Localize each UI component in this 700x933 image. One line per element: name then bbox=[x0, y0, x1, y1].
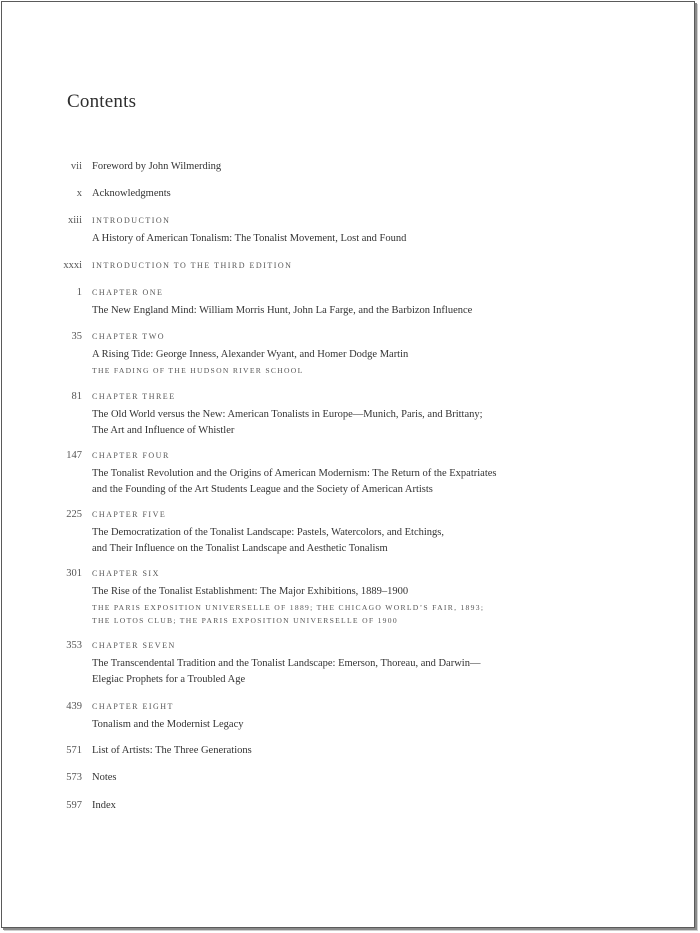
page-number: xiii bbox=[67, 215, 82, 226]
entry-label: CHAPTER TWO bbox=[92, 332, 166, 341]
entry-title: A History of American Tonalism: The Tonalist Movement, Lost and Found bbox=[92, 233, 407, 244]
entry-label: CHAPTER SIX bbox=[92, 569, 160, 578]
entry-subtitle: THE PARIS EXPOSITION UNIVERSELLE OF 1889; THE CHICAGO WORLD’S FAIR, 1893; THE LOTOS CLUB; THE PARIS EXPOSITION UNIVERSELLE OF 1900 bbox=[92, 603, 485, 625]
page-number: xxxi bbox=[63, 260, 82, 271]
page-title: Contents bbox=[67, 91, 137, 112]
page-number: 571 bbox=[66, 745, 82, 756]
entry-title: Acknowledgments bbox=[92, 188, 171, 199]
entry-label: INTRODUCTION TO THE THIRD EDITION bbox=[92, 261, 293, 270]
entry-title: The Tonalist Revolution and the Origins of American Modernism: The Return of the Expatriates and the Founding of the Art Students League and the Society of American Artists bbox=[92, 468, 497, 495]
entry-title: The Democratization of the Tonalist Landscape: Pastels, Watercolors, and Etchings, and Their Influence on the Tonalist Landscape and Aesthetic Tonalism bbox=[92, 527, 445, 554]
entry-label: CHAPTER FIVE bbox=[92, 510, 167, 519]
entry-title: Tonalism and the Modernist Legacy bbox=[92, 719, 244, 730]
page-number: vii bbox=[70, 161, 82, 172]
entry-label: CHAPTER EIGHT bbox=[92, 702, 174, 711]
entry-title: List of Artists: The Three Generations bbox=[92, 745, 252, 756]
page-number: 1 bbox=[76, 287, 82, 298]
page-number: 147 bbox=[66, 450, 82, 461]
entry-title: Foreword by John Wilmerding bbox=[92, 161, 222, 172]
entry-title: Notes bbox=[92, 772, 117, 783]
page-number: 353 bbox=[66, 640, 82, 651]
page-number: 301 bbox=[66, 568, 82, 579]
page-number: 573 bbox=[66, 772, 82, 783]
page-number: 81 bbox=[71, 391, 82, 402]
entry-label: CHAPTER ONE bbox=[92, 288, 164, 297]
entry-title: The Rise of the Tonalist Establishment: The Major Exhibitions, 1889–1900 bbox=[92, 586, 409, 597]
entry-label: CHAPTER THREE bbox=[92, 392, 176, 401]
entry-label: CHAPTER SEVEN bbox=[92, 641, 176, 650]
entry-label: CHAPTER FOUR bbox=[92, 451, 170, 460]
entry-title: Index bbox=[92, 800, 116, 811]
page-number: 439 bbox=[66, 701, 82, 712]
page-number: 35 bbox=[71, 331, 82, 342]
entry-title: A Rising Tide: George Inness, Alexander Wyant, and Homer Dodge Martin bbox=[92, 349, 409, 360]
page-number: 597 bbox=[66, 800, 82, 811]
entry-title: The New England Mind: William Morris Hunt, John La Farge, and the Barbizon Influence bbox=[92, 305, 473, 316]
page-number: x bbox=[76, 188, 82, 199]
entry-subtitle: THE FADING OF THE HUDSON RIVER SCHOOL bbox=[92, 366, 304, 375]
entry-title: The Old World versus the New: American Tonalists in Europe—Munich, Paris, and Brittany; The Art and Influence of Whistler bbox=[92, 409, 483, 436]
page-number: 225 bbox=[66, 509, 82, 520]
entry-title: The Transcendental Tradition and the Tonalist Landscape: Emerson, Thoreau, and Darwin— Elegiac Prophets for a Troubled Age bbox=[92, 658, 481, 685]
contents-page bbox=[1, 1, 695, 928]
entry-label: INTRODUCTION bbox=[92, 216, 171, 225]
